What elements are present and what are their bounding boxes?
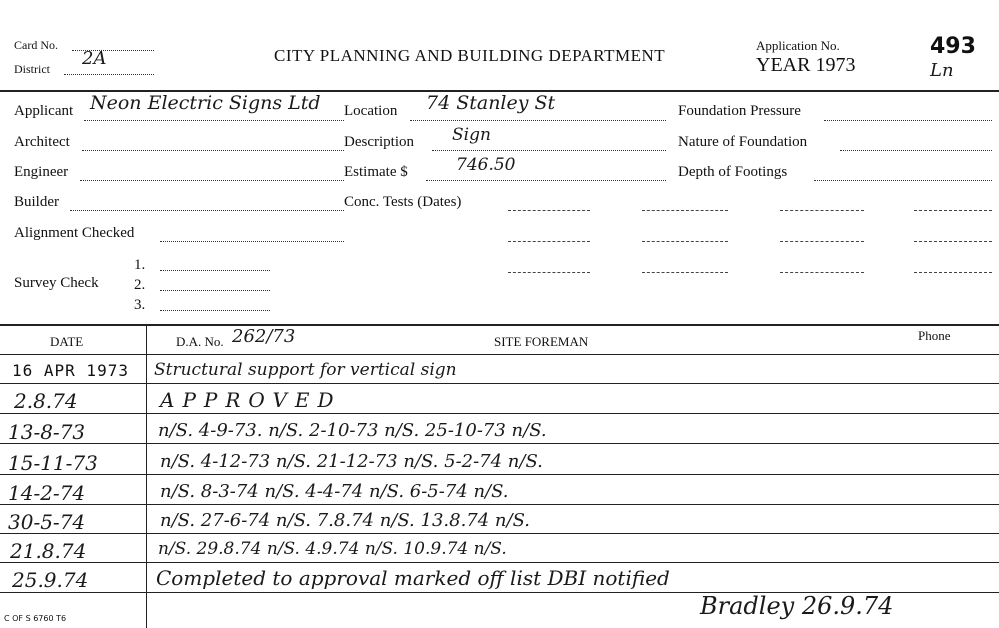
estimate-value: 746.50 bbox=[456, 155, 516, 175]
nature-of-foundation-line bbox=[840, 150, 992, 151]
log-entry: Completed to approval marked off list DBI notified bbox=[156, 566, 670, 590]
da-no-value: 262/73 bbox=[232, 326, 296, 347]
log-top-border bbox=[0, 324, 999, 326]
log-row-line bbox=[0, 533, 999, 534]
location-value: 74 Stanley St bbox=[426, 92, 556, 114]
form-code: C OF S 6760 T6 bbox=[4, 614, 67, 623]
district-label: District bbox=[14, 62, 50, 76]
log-entry: n/S. 4-12-73 n/S. 21-12-73 n/S. 5-2-74 n/S. bbox=[160, 451, 543, 472]
estimate-label: Estimate $ bbox=[344, 164, 408, 180]
survey-1-label: 1. bbox=[134, 257, 146, 273]
log-entry: n/S. 4-9-73. n/S. 2-10-73 n/S. 25-10-73 n/S. bbox=[158, 420, 547, 441]
builder-line bbox=[70, 210, 344, 211]
survey-1-line bbox=[160, 270, 270, 271]
date-column-divider bbox=[146, 326, 147, 628]
foreman-signature: Bradley 26.9.74 bbox=[700, 592, 894, 620]
conc-test-line bbox=[508, 210, 590, 211]
architect-line bbox=[82, 150, 344, 151]
survey-2-label: 2. bbox=[134, 277, 146, 293]
log-row-line bbox=[0, 562, 999, 563]
depth-of-footings-line bbox=[814, 180, 992, 181]
description-label: Description bbox=[344, 134, 414, 150]
log-date: 21.8.74 bbox=[10, 539, 87, 563]
description-line bbox=[432, 150, 666, 151]
log-row-line bbox=[0, 504, 999, 505]
builder-label: Builder bbox=[14, 194, 59, 210]
phone-header: Phone bbox=[918, 328, 951, 343]
log-date: 13-8-73 bbox=[8, 420, 86, 444]
foundation-pressure-label: Foundation Pressure bbox=[678, 103, 801, 119]
log-row-line bbox=[0, 413, 999, 414]
conc-test-line bbox=[914, 272, 992, 273]
date-header: DATE bbox=[50, 334, 84, 349]
log-row-line bbox=[0, 474, 999, 475]
architect-label: Architect bbox=[14, 134, 70, 150]
description-value: Sign bbox=[452, 125, 491, 145]
conc-test-line bbox=[642, 241, 728, 242]
department-title: CITY PLANNING AND BUILDING DEPARTMENT bbox=[274, 46, 666, 65]
depth-of-footings-label: Depth of Footings bbox=[678, 164, 788, 180]
alignment-line bbox=[160, 241, 344, 242]
year-label: YEAR 1973 bbox=[756, 54, 856, 76]
conc-test-line bbox=[642, 272, 728, 273]
application-no-label: Application No. bbox=[756, 38, 840, 53]
alignment-label: Alignment Checked bbox=[14, 225, 135, 241]
application-suffix: Ln bbox=[930, 60, 954, 81]
log-row-line bbox=[0, 383, 999, 384]
applicant-line bbox=[84, 120, 344, 121]
nature-of-foundation-label: Nature of Foundation bbox=[678, 134, 808, 150]
log-entry: n/S. 8-3-74 n/S. 4-4-74 n/S. 6-5-74 n/S. bbox=[160, 481, 509, 502]
conc-test-line bbox=[914, 241, 992, 242]
log-date: 14-2-74 bbox=[8, 481, 86, 505]
log-entry: APPROVED bbox=[160, 388, 342, 412]
estimate-line bbox=[426, 180, 666, 181]
log-date: 25.9.74 bbox=[12, 568, 89, 592]
conc-test-line bbox=[780, 210, 864, 211]
conc-test-line bbox=[914, 210, 992, 211]
location-label: Location bbox=[344, 103, 398, 119]
engineer-label: Engineer bbox=[14, 164, 69, 180]
applicant-label: Applicant bbox=[14, 103, 74, 119]
conc-test-line bbox=[508, 272, 590, 273]
survey-3-label: 3. bbox=[134, 297, 146, 313]
conc-tests-label: Conc. Tests (Dates) bbox=[344, 194, 462, 210]
applicant-value: Neon Electric Signs Ltd bbox=[90, 92, 321, 114]
conc-test-line bbox=[780, 272, 864, 273]
foundation-pressure-line bbox=[824, 120, 992, 121]
card-no-label: Card No. bbox=[14, 38, 58, 52]
log-row-line bbox=[0, 443, 999, 444]
log-date: 30-5-74 bbox=[8, 510, 86, 534]
conc-test-line bbox=[508, 241, 590, 242]
survey-2-line bbox=[160, 290, 270, 291]
conc-test-line bbox=[780, 241, 864, 242]
log-date: 2.8.74 bbox=[14, 389, 78, 413]
district-line bbox=[64, 74, 154, 75]
log-date: 15-11-73 bbox=[8, 451, 98, 475]
engineer-line bbox=[80, 180, 344, 181]
survey-3-line bbox=[160, 310, 270, 311]
log-header-divider bbox=[0, 354, 999, 355]
application-number: 493 bbox=[930, 34, 976, 59]
conc-test-line bbox=[642, 210, 728, 211]
log-date: 16 APR 1973 bbox=[12, 361, 129, 380]
log-entry: Structural support for vertical sign bbox=[154, 360, 457, 380]
log-entry: n/S. 29.8.74 n/S. 4.9.74 n/S. 10.9.74 n/S. bbox=[158, 539, 507, 559]
log-entry: n/S. 27-6-74 n/S. 7.8.74 n/S. 13.8.74 n/S. bbox=[160, 510, 530, 531]
location-line bbox=[410, 120, 666, 121]
survey-check-label: Survey Check bbox=[14, 275, 99, 291]
da-no-label: D.A. No. bbox=[176, 334, 224, 349]
card-no-value: 2A bbox=[82, 48, 107, 69]
site-foreman-header: SITE FOREMAN bbox=[494, 334, 589, 349]
